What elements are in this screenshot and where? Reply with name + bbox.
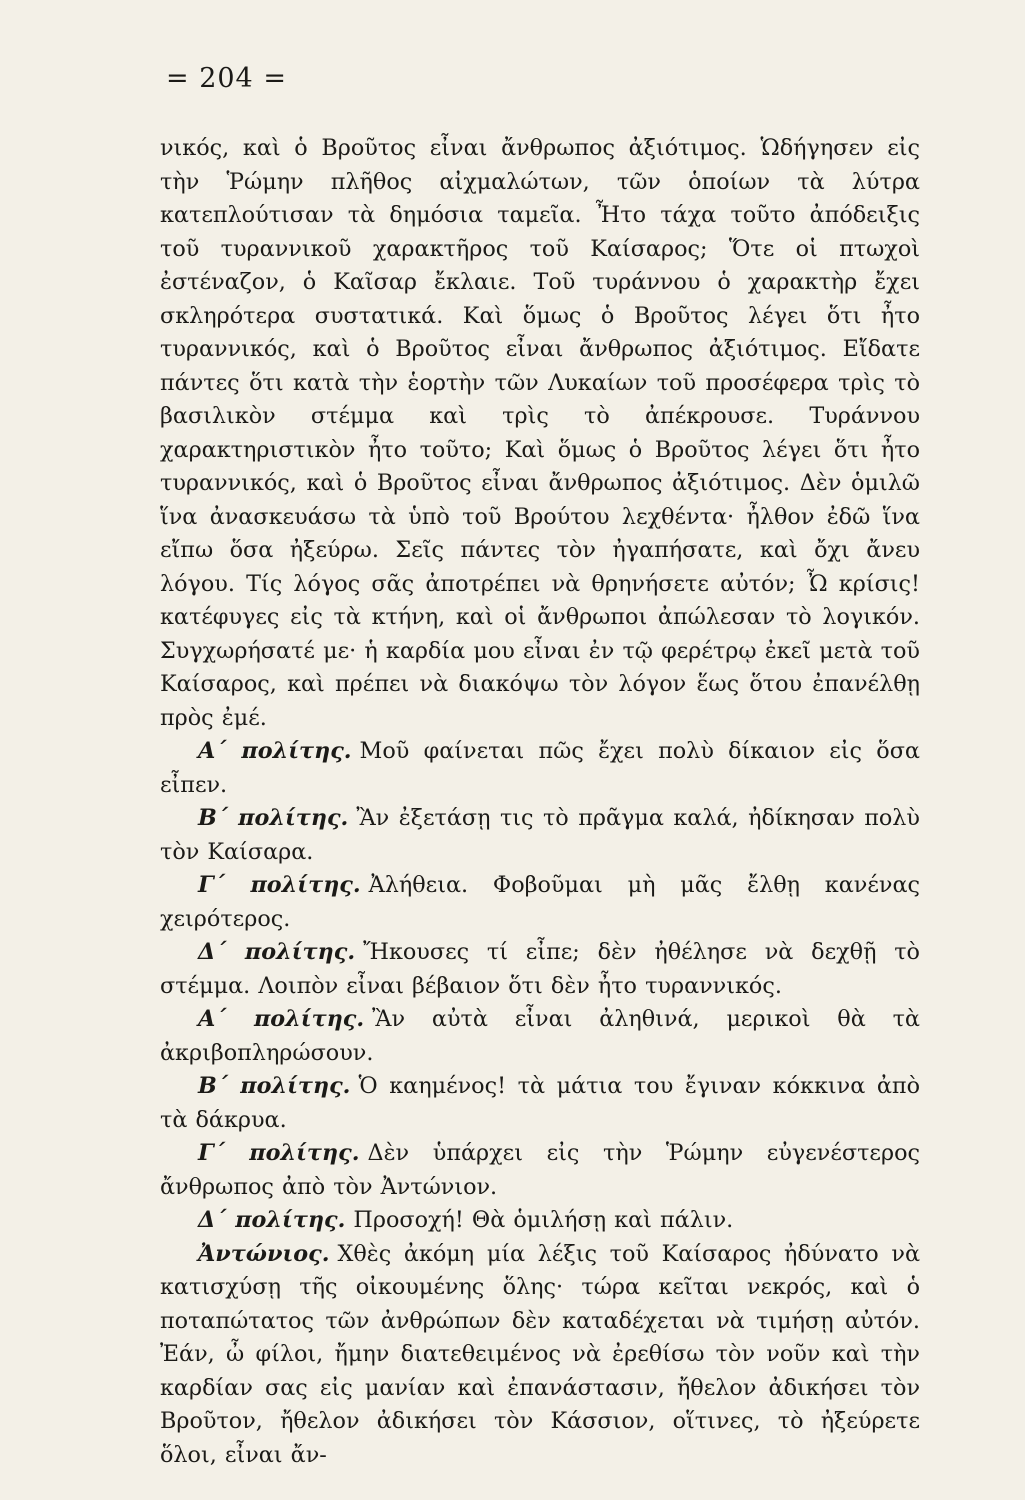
speaker-name: Γ΄ πολίτης. — [198, 872, 361, 898]
speaker-name: Δ΄ πολίτης. — [198, 1207, 346, 1233]
text-body — [160, 132, 920, 1472]
speech-text: Χθὲς ἀκόμη μία λέξις τοῦ Καίσαρος ἠδύνατο νὰ κατισχύσῃ τῆς οἰκουμένης ὅλης· τώρα κεῖται νεκρός, καὶ ὁ ποταπώτατος τῶν ἀνθρώπων δὲν καταδέχεται νὰ τιμήσῃ αὐτόν. Ἐάν, ὦ φίλοι, ἤμην διατεθειμένος νὰ ἐρεθίσω τὸν νοῦν καὶ τὴν καρδίαν σας εἰς μανίαν καὶ ἐπανάστασιν, ἤθελον ἀδικήσει τὸν Βροῦτον, ἤθελον ἀδικήσει τὸν Κάσσιον, οἵτινες, τὸ ἠξεύρετε ὅλοι, εἶναι ἄν- — [160, 1240, 920, 1468]
speaker-name: Ἀντώνιος. — [198, 1240, 330, 1267]
speech-paragraph — [160, 1003, 920, 1070]
speech-text: Ἂν αὐτὰ εἶναι ἀληθινά, μερικοὶ θὰ τὰ ἀκριβοπληρώσουν. — [160, 1006, 920, 1066]
speech-text: Δὲν ὑπάρχει εἰς τὴν Ῥώμην εὐγενέστερος ἄνθρωπος ἀπὸ τὸν Ἀντώνιον. — [160, 1140, 920, 1200]
speech-paragraph — [160, 1238, 920, 1473]
speech-paragraph — [160, 1137, 920, 1204]
speaker-name: Δ΄ πολίτης. — [198, 939, 356, 965]
speech-paragraph — [160, 802, 920, 869]
speech-paragraph — [160, 735, 920, 802]
speech-text: Ὁ καημένος! τὰ μάτια του ἔγιναν κόκκινα ἀπὸ τὰ δάκρυα. — [160, 1073, 920, 1133]
page-number: = 204 = — [166, 63, 287, 94]
speech-text: Ἂν ἐξετάσῃ τις τὸ πρᾶγμα καλά, ἠδίκησαν πολὺ τὸν Καίσαρα. — [160, 805, 920, 865]
speech-paragraph — [160, 1204, 920, 1238]
speaker-name: Γ΄ πολίτης. — [198, 1140, 360, 1166]
speech-paragraph — [160, 869, 920, 936]
speech-text: Ἤκουσες τί εἶπε; δὲν ἠθέλησε νὰ δεχθῇ τὸ στέμμα. Λοιπὸν εἶναι βέβαιον ὅτι δὲν ἦτο τυραννικός. — [160, 939, 920, 999]
speech-paragraph — [160, 936, 920, 1003]
speaker-name: Β΄ πολίτης. — [198, 1073, 351, 1099]
intro-paragraph: νικός, καὶ ὁ Βροῦτος εἶναι ἄνθρωπος ἀξιότιμος. Ὡδήγησεν εἰς τὴν Ῥώμην πλῆθος αἰχμαλώτων, τῶν ὁποίων τὰ λύτρα κατεπλούτισαν τὰ δημόσια ταμεῖα. Ἦτο τάχα τοῦτο ἀπόδειξις τοῦ τυραννικοῦ χαρακτῆρος τοῦ Καίσαρος; Ὅτε οἱ πτωχοὶ ἐστέναζον, ὁ Καῖσαρ ἔκλαιε. Τοῦ τυράννου ὁ χαρακτὴρ ἔχει σκληρότερα συστατικά. Καὶ ὅμως ὁ Βροῦτος λέγει ὅτι ἦτο τυραννικός, καὶ ὁ Βροῦτος εἶναι ἄνθρωπος ἀξιότιμος. Εἴδατε πάντες ὅτι κατὰ τὴν ἑορτὴν τῶν Λυκαίων τοῦ προσέφερα τρὶς τὸ βασιλικὸν στέμμα καὶ τρὶς τὸ ἀπέκρουσε. Τυράννου χαρακτηριστικὸν ἦτο τοῦτο; Καὶ ὅμως ὁ Βροῦτος λέγει ὅτι ἦτο τυραννικός, καὶ ὁ Βροῦτος εἶναι ἄνθρωπος ἀξιότιμος. Δὲν ὁμιλῶ ἵνα ἀνασκευάσω τὰ ὑπὸ τοῦ Βρούτου λεχθέντα· ἦλθον ἐδῶ ἵνα εἴπω ὅσα ἠξεύρω. Σεῖς πάντες τὸν ἠγαπήσατε, καὶ ὄχι ἄνευ λόγου. Τίς λόγος σᾶς ἀποτρέπει νὰ θρηνήσετε αὐτόν; Ὦ κρίσις! κατέφυγες εἰς τὰ κτήνη, καὶ οἱ ἄνθρωποι ἀπώλεσαν τὸ λογικόν. Συγχωρήσατέ με· ἡ καρδία μου εἶναι ἐν τῷ φερέτρῳ ἐκεῖ μετὰ τοῦ Καίσαρος, καὶ πρέπει νὰ διακόψω τὸν λόγον ἕως ὅτου ἐπανέλθῃ πρὸς ἐμέ. — [160, 135, 920, 731]
speech-paragraph — [160, 1070, 920, 1137]
speech-text: Ἀλήθεια. Φοβοῦμαι μὴ μᾶς ἔλθῃ κανένας χειρότερος. — [160, 872, 920, 932]
speaker-name: Β΄ πολίτης. — [198, 805, 349, 831]
speech-text: Μοῦ φαίνεται πῶς ἔχει πολὺ δίκαιον εἰς ὅσα εἶπεν. — [160, 738, 920, 798]
speaker-name: Α΄ πολίτης. — [198, 738, 352, 764]
speaker-name: Α΄ πολίτης. — [198, 1006, 365, 1032]
speech-text: Προσοχή! Θὰ ὁμιλήσῃ καὶ πάλιν. — [353, 1207, 734, 1233]
